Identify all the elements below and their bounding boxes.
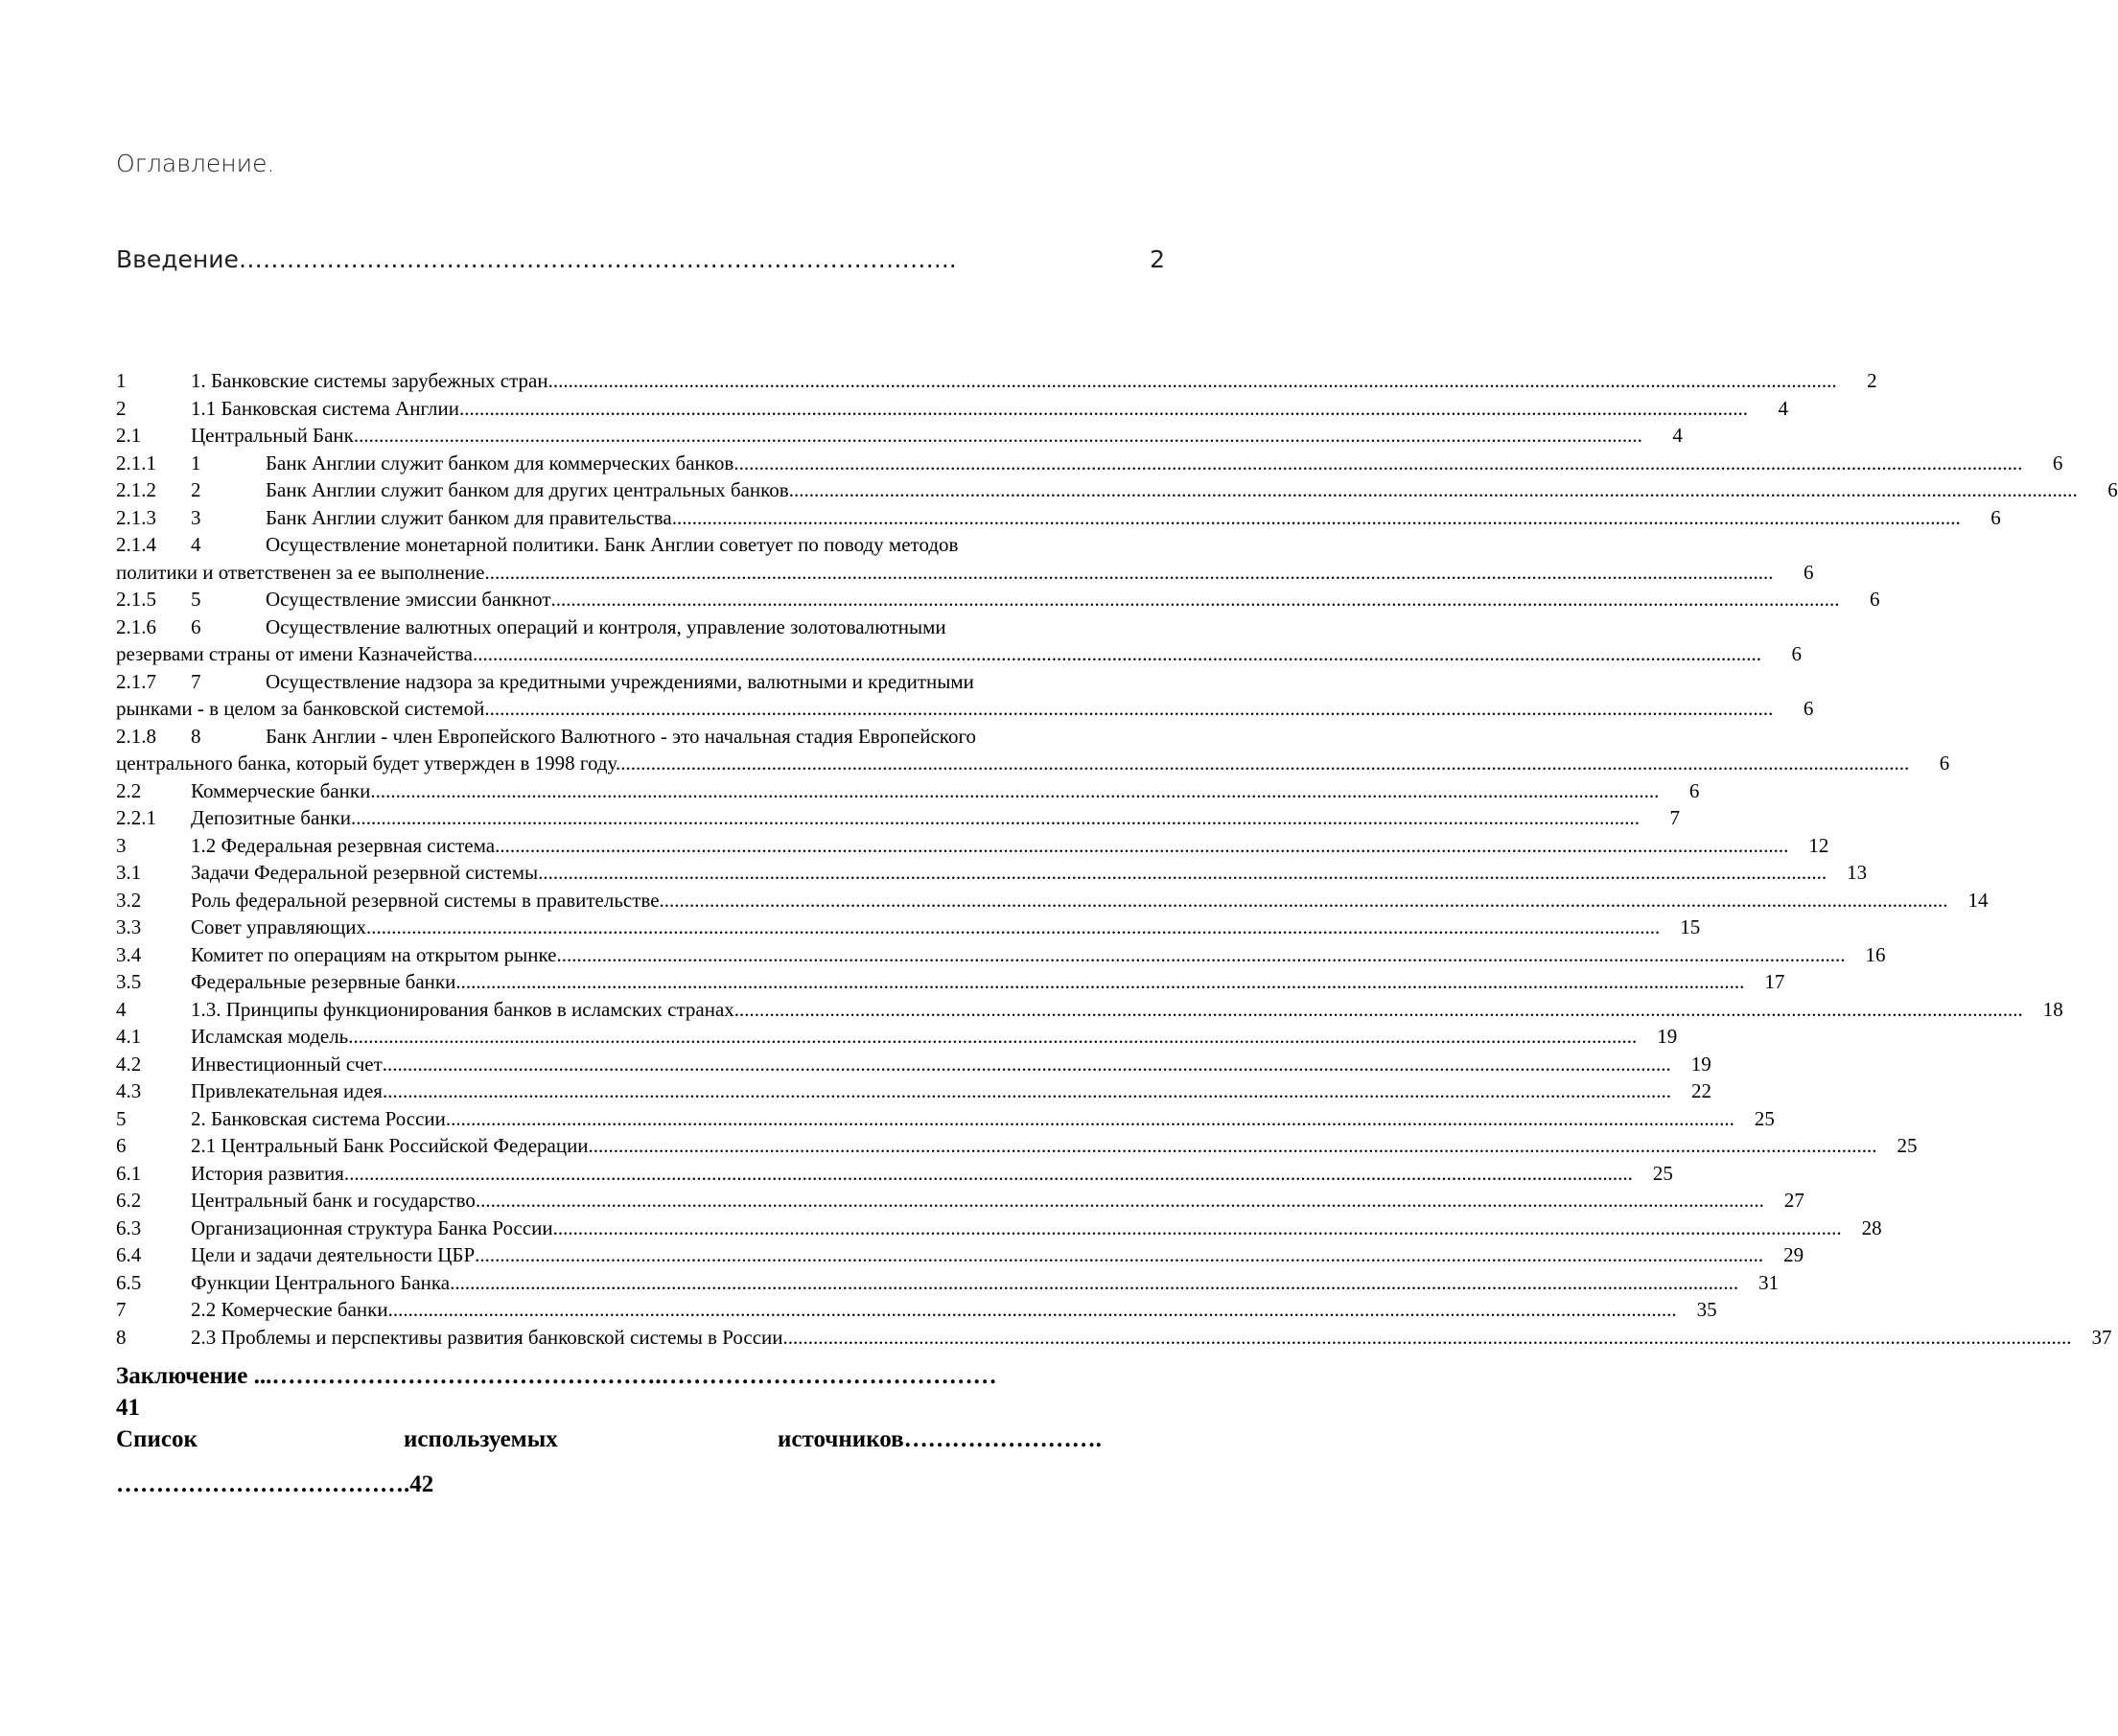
toc-row-page: 29 — [1783, 1243, 1804, 1266]
toc-row-number: 2 — [116, 396, 127, 420]
toc-row-leader: ................................................................................................................................................................................................................................................................ — [733, 451, 2023, 475]
toc-row-title: Задачи Федеральной резервной системы — [191, 861, 539, 884]
toc-row-leader: ................................................................................................................................................................................................................................................................ — [484, 697, 1774, 720]
toc-row-leader: ................................................................................................................................................................................................................................................................ — [547, 369, 1837, 392]
toc-row-number: 2.1.4 — [116, 533, 156, 556]
toc-sources-word-3[interactable]: источников……………………. — [778, 1426, 1102, 1452]
toc-row-leader: ................................................................................................................................................................................................................................................................ — [350, 806, 1640, 829]
toc-row-title: Банк Англии служит банком для коммерческих банков — [266, 451, 734, 475]
toc-row[interactable] — [116, 531, 1814, 586]
toc-row-title: Роль федеральной резервной системы в правительстве — [191, 888, 660, 912]
toc-row[interactable] — [116, 1051, 1711, 1078]
toc-row-page: 6 — [2107, 478, 2118, 501]
toc-row-page: 13 — [1847, 861, 1868, 884]
toc-row[interactable] — [116, 367, 1877, 395]
toc-row-leader: ................................................................................................................................................................................................................................................................ — [500, 833, 1789, 857]
toc-row-title: 2.3 Проблемы и перспективы развития банковской системы в России — [191, 1325, 783, 1349]
table-of-contents — [116, 367, 2118, 1351]
toc-row-page: 6 — [1803, 560, 1814, 584]
toc-row-leader: ................................................................................................................................................................................................................................................................ — [588, 1134, 1877, 1157]
toc-row-number: 6.3 — [116, 1215, 142, 1239]
toc-row-number: 3.3 — [116, 915, 142, 938]
toc-conclusion-page: 41 — [116, 1395, 140, 1421]
toc-row-page: 6 — [1870, 588, 1880, 611]
toc-row[interactable] — [116, 1324, 2112, 1352]
toc-row-title: Исламская модель — [191, 1025, 349, 1048]
toc-intro-leader: ……………………………………………………………………………... — [238, 245, 957, 273]
toc-row-page: 6 — [1939, 752, 1950, 775]
toc-row[interactable] — [116, 941, 1886, 969]
toc-row-page: 37 — [2091, 1325, 2112, 1349]
toc-row-number: 2.1.8 — [116, 724, 156, 748]
toc-row-page: 4 — [1778, 396, 1788, 420]
toc-sources-word-1[interactable]: Список — [116, 1426, 198, 1452]
toc-row-title: Инвестиционный счет — [191, 1052, 383, 1076]
toc-row-page: 14 — [1967, 888, 1989, 912]
toc-row-title: 2.2 Комерческие банки — [191, 1298, 388, 1321]
toc-conclusion-label: Заключение — [116, 1363, 248, 1389]
toc-row-number: 7 — [116, 1298, 127, 1321]
toc-row-page: 16 — [1865, 942, 1886, 966]
toc-row-title: Комитет по операциям на открытом рынке — [191, 942, 557, 966]
toc-row-title: Банк Англии служит банком для других центральных банков — [266, 478, 789, 501]
toc-row[interactable] — [116, 1296, 1717, 1324]
toc-row-number: 2.1.1 — [116, 451, 156, 475]
toc-row-subnumber: 3 — [191, 505, 201, 529]
toc-sources-word-2[interactable]: используемых — [404, 1426, 558, 1452]
toc-row-leader: ................................................................................................................................................................................................................................................................ — [371, 915, 1661, 938]
toc-row[interactable] — [116, 968, 1785, 996]
toc-row-title-continued: центрального банка, который будет утвержден в 1998 году. — [116, 752, 621, 775]
toc-row-title: Банк Англии - член Европейского Валютного - это начальная стадия Европейского — [266, 724, 977, 748]
toc-row-leader: ................................................................................................................................................................................................................................................................ — [484, 560, 1774, 584]
toc-row[interactable] — [116, 1187, 1804, 1215]
toc-conclusion-leader: ...………………………………………….…………………………………… — [247, 1363, 997, 1389]
toc-row-number: 3.5 — [116, 970, 142, 993]
toc-row-page: 6 — [1990, 505, 2001, 529]
toc-row-page: 18 — [2042, 997, 2063, 1021]
toc-row-number: 4.3 — [116, 1079, 142, 1102]
toc-row-title: 1.2 Федеральная резервная система. — [191, 833, 500, 857]
toc-row-page: 6 — [1803, 697, 1814, 720]
toc-row-title: 1. Банковские системы зарубежных стран — [191, 369, 548, 392]
toc-row-page: 28 — [1861, 1215, 1882, 1239]
toc-row-page: 31 — [1758, 1270, 1780, 1294]
toc-row-number: 4.2 — [116, 1052, 142, 1076]
toc-row-leader: ................................................................................................................................................................................................................................................................ — [472, 642, 1761, 665]
toc-row-title: Осуществление валютных операций и контроля, управление золотовалютными — [266, 614, 946, 638]
toc-row[interactable] — [116, 1269, 1780, 1297]
toc-row[interactable] — [116, 422, 1683, 450]
toc-row[interactable] — [116, 1241, 1804, 1269]
toc-row-subnumber: 6 — [191, 614, 201, 638]
toc-row[interactable] — [116, 804, 1680, 832]
toc-row-number: 6.5 — [116, 1270, 142, 1294]
toc-row-number: 2.1.7 — [116, 669, 156, 693]
toc-row-number: 2.1.6 — [116, 614, 156, 638]
toc-row-page: 27 — [1783, 1189, 1804, 1212]
toc-row-title: Центральный банк и государство — [191, 1189, 476, 1212]
toc-row-title-continued: резервами страны от имени Казначейства — [116, 642, 473, 665]
toc-row-page: 25 — [1754, 1106, 1775, 1130]
toc-row-leader: ................................................................................................................................................................................................................................................................ — [620, 752, 1910, 775]
toc-row-subnumber: 8 — [191, 724, 201, 748]
toc-row[interactable] — [116, 777, 1700, 805]
toc-row-number: 3.2 — [116, 888, 142, 912]
toc-row-title: 2.1 Центральный Банк Российской Федерации — [191, 1134, 589, 1157]
toc-row-leader: ................................................................................................................................................................................................................................................................ — [387, 1298, 1677, 1321]
toc-row-title: 2. Банковская система России — [191, 1106, 446, 1130]
toc-row-title: История развития — [191, 1161, 344, 1185]
toc-row-number: 3.4 — [116, 942, 142, 966]
toc-sources-page-line[interactable]: ……………………………….42 — [116, 1471, 434, 1497]
toc-row[interactable] — [116, 395, 1788, 423]
toc-row-title: Осуществление эмиссии банкнот — [266, 588, 551, 611]
toc-row[interactable] — [116, 859, 1868, 887]
toc-row-title: Функции Центрального Банка — [191, 1270, 451, 1294]
toc-row[interactable] — [116, 668, 1814, 723]
toc-row-page: 25 — [1897, 1134, 1918, 1157]
toc-row-leader: ................................................................................................................................................................................................................................................................ — [343, 1161, 1633, 1185]
toc-row-page: 2 — [1867, 369, 1877, 392]
toc-row-number: 3 — [116, 833, 127, 857]
toc-row-leader: ................................................................................................................................................................................................................................................................ — [550, 588, 1840, 611]
toc-row-leader: ................................................................................................................................................................................................................................................................ — [475, 1243, 1764, 1266]
toc-row-leader: ................................................................................................................................................................................................................................................................ — [475, 1189, 1764, 1212]
toc-row-title-continued: рынками - в целом за банковской системой — [116, 697, 485, 720]
toc-row-number: 4 — [116, 997, 127, 1021]
toc-row-page: 19 — [1690, 1052, 1711, 1076]
toc-row-page: 6 — [1688, 778, 1700, 802]
toc-row-page: 6 — [1791, 642, 1802, 665]
toc-row-page: 25 — [1652, 1161, 1673, 1185]
toc-row-title: Федеральные резервные банки — [191, 970, 456, 993]
toc-row-number: 2.1.2 — [116, 478, 156, 501]
toc-row[interactable] — [116, 504, 2001, 532]
toc-row-number: 2.2.1 — [116, 806, 156, 829]
toc-row-title: 1.3. Принципы функционирования банков в исламских странах — [191, 997, 734, 1021]
toc-row-number: 6.2 — [116, 1189, 142, 1212]
toc-row-number: 8 — [116, 1325, 127, 1349]
toc-row-page: 35 — [1696, 1298, 1717, 1321]
toc-row-leader: ................................................................................................................................................................................................................................................................ — [370, 778, 1660, 802]
toc-row-title: Привлекательная идея — [191, 1079, 383, 1102]
toc-conclusion-line[interactable] — [116, 1363, 997, 1390]
toc-intro-page: 2 — [1150, 245, 1165, 273]
toc-row-number: 2.1.5 — [116, 588, 156, 611]
toc-row[interactable] — [116, 1132, 1918, 1160]
toc-row-leader: ................................................................................................................................................................................................................................................................ — [552, 1215, 1842, 1239]
toc-row-number: 2.1 — [116, 424, 142, 447]
toc-row-subnumber: 5 — [191, 588, 201, 611]
toc-row-number: 6.1 — [116, 1161, 142, 1185]
toc-row-title: Организационная структура Банка России — [191, 1215, 553, 1239]
toc-row-page: 19 — [1657, 1025, 1678, 1048]
toc-row-leader: ................................................................................................................................................................................................................................................................ — [348, 1025, 1638, 1048]
toc-row-leader: ................................................................................................................................................................................................................................................................ — [733, 997, 2023, 1021]
toc-row[interactable] — [116, 586, 1880, 613]
toc-row-title: Осуществление монетарной политики. Банк Англии советует по поводу методов — [266, 533, 959, 556]
toc-row-leader: ................................................................................................................................................................................................................................................................ — [556, 942, 1846, 966]
toc-row-title: 1.1 Банковская система Англии — [191, 396, 459, 420]
toc-row-leader: ................................................................................................................................................................................................................................................................ — [353, 424, 1642, 447]
toc-row-page: 22 — [1690, 1079, 1711, 1102]
toc-row-leader: ................................................................................................................................................................................................................................................................ — [382, 1052, 1671, 1076]
toc-row[interactable] — [116, 450, 2063, 477]
toc-row-page: 6 — [2052, 451, 2063, 475]
toc-row-subnumber: 4 — [191, 533, 201, 556]
toc-row-title: Цели и задачи деятельности ЦБР — [191, 1243, 476, 1266]
toc-row-leader: ................................................................................................................................................................................................................................................................ — [455, 970, 1745, 993]
toc-row[interactable] — [116, 996, 2063, 1024]
toc-row[interactable] — [116, 832, 1829, 860]
toc-row-page: 15 — [1680, 915, 1701, 938]
toc-row-subnumber: 1 — [191, 451, 201, 475]
toc-row[interactable] — [116, 1105, 1775, 1133]
toc-row[interactable] — [116, 1023, 1678, 1051]
toc-row-number: 6 — [116, 1134, 127, 1157]
toc-row-number: 4.1 — [116, 1025, 142, 1048]
toc-row-title: Совет управляющих. — [191, 915, 372, 938]
toc-row-number: 2.1.3 — [116, 505, 156, 529]
toc-row-leader: ................................................................................................................................................................................................................................................................ — [450, 1270, 1739, 1294]
toc-row-title: Центральный Банк — [191, 424, 354, 447]
toc-row-page: 4 — [1672, 424, 1683, 447]
toc-row-title-continued: политики и ответственен за ее выполнение — [116, 560, 485, 584]
toc-row-page: 12 — [1808, 833, 1829, 857]
toc-row-leader: ................................................................................................................................................................................................................................................................ — [782, 1325, 2072, 1349]
toc-row-leader: ................................................................................................................................................................................................................................................................ — [382, 1079, 1671, 1102]
toc-row[interactable] — [116, 1215, 1882, 1242]
toc-row-subnumber: 2 — [191, 478, 201, 501]
toc-row-subnumber: 7 — [191, 669, 201, 693]
toc-intro-label: Введение — [116, 245, 239, 273]
toc-row-title: Коммерческие банки — [191, 778, 371, 802]
toc-row-number: 6.4 — [116, 1243, 142, 1266]
toc-row[interactable] — [116, 476, 2118, 504]
toc-intro-line[interactable] — [116, 245, 1165, 273]
toc-row-leader: ................................................................................................................................................................................................................................................................ — [538, 861, 1827, 884]
toc-row-leader: ................................................................................................................................................................................................................................................................ — [788, 478, 2078, 501]
toc-row-leader: ................................................................................................................................................................................................................................................................ — [659, 888, 1948, 912]
toc-row-page: 17 — [1764, 970, 1785, 993]
toc-row-leader: ................................................................................................................................................................................................................................................................ — [458, 396, 1748, 420]
toc-row[interactable] — [116, 1077, 1711, 1105]
toc-row[interactable] — [116, 723, 1950, 777]
toc-row[interactable] — [116, 887, 1989, 914]
toc-row-number: 5 — [116, 1106, 127, 1130]
toc-row-leader: ................................................................................................................................................................................................................................................................ — [445, 1106, 1734, 1130]
toc-row-leader: ................................................................................................................................................................................................................................................................ — [671, 505, 1961, 529]
page-title: Оглавление. — [116, 150, 275, 177]
toc-row[interactable] — [116, 1160, 1673, 1188]
toc-row-title: Осуществление надзора за кредитными учреждениями, валютными и кредитными — [266, 669, 974, 693]
toc-row-number: 1 — [116, 369, 127, 392]
toc-row[interactable] — [116, 914, 1701, 941]
toc-row-page: 7 — [1669, 806, 1680, 829]
toc-row-title: Депозитные банки — [191, 806, 351, 829]
toc-row-number: 3.1 — [116, 861, 142, 884]
toc-row-title: Банк Англии служит банком для правительства — [266, 505, 672, 529]
toc-row-number: 2.2 — [116, 778, 142, 802]
toc-row[interactable] — [116, 613, 1802, 668]
